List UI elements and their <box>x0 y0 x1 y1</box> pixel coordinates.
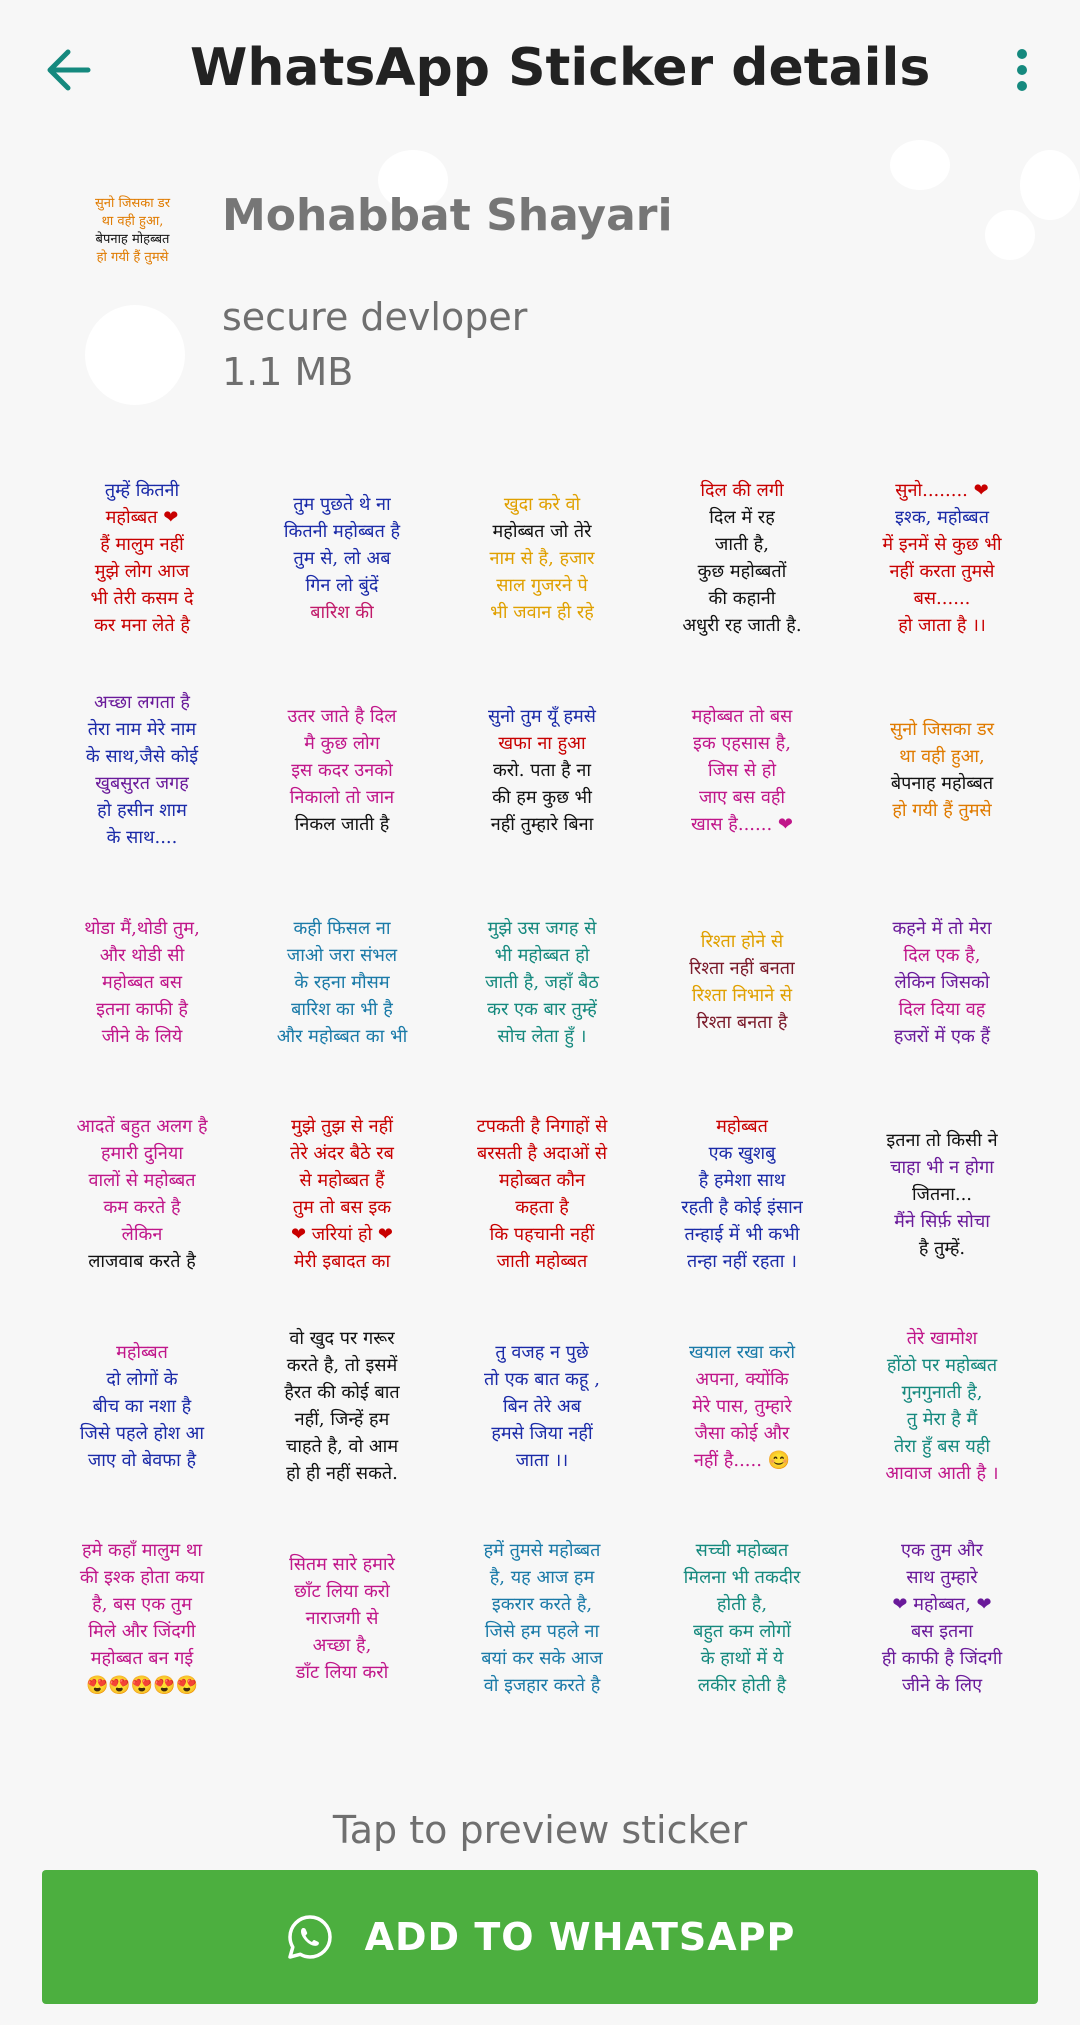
sticker-text-line: खयाल रखा करो <box>688 1341 796 1363</box>
sticker-text-line: ❤ महोब्बत, ❤ <box>892 1594 992 1615</box>
sticker-text-line: मेरी इबादत का <box>293 1251 391 1272</box>
tray-icon-line: सुनो जिसका डर <box>94 196 171 211</box>
sticker-text-line: बारिश की <box>310 601 374 623</box>
sticker-text-line: नहीं करता तुमसे <box>889 561 995 582</box>
sticker-text-line: मिले और जिंदगी <box>88 1621 196 1642</box>
sticker-10[interactable] <box>854 682 1030 858</box>
sticker-text-line: जाए वो बेवफा है <box>87 1449 197 1471</box>
sticker-15[interactable] <box>854 894 1030 1070</box>
sticker-text-line: वो खुद पर गरूर <box>289 1328 395 1349</box>
sticker-text-line: हमसे जिया नहीं <box>491 1422 593 1444</box>
sticker-text-line: चाहा भी न होगा <box>890 1156 994 1178</box>
sticker-text-line: जिस से हो <box>707 759 777 781</box>
sticker-30[interactable] <box>854 1530 1030 1706</box>
sticker-9[interactable] <box>654 682 830 858</box>
sticker-text-line: था वही हुआ, <box>899 746 985 767</box>
sticker-text-line: है, यह आज हम <box>489 1567 595 1588</box>
sticker-text-line: जाती महोब्बत <box>496 1251 588 1272</box>
sticker-6[interactable] <box>54 682 230 858</box>
tray-icon-line: बेपनाह मोहब्बत <box>95 232 170 247</box>
sticker-text-line: अधुरी रह जाती है. <box>682 615 802 636</box>
sticker-text-line: इस कदर उनको <box>291 759 393 781</box>
sticker-text-line: अच्छा है, <box>312 1634 372 1656</box>
preview-hint: Tap to preview sticker <box>332 1808 748 1852</box>
sticker-text-line: के रहना मौसम <box>294 971 390 993</box>
sticker-7[interactable] <box>254 682 430 858</box>
sticker-text-line: कर एक बार तुम्हें <box>487 998 597 1020</box>
sticker-text-line: थोडा मैं,थोडी तुम, <box>84 917 200 939</box>
sticker-text-line: खास है...... ❤ <box>691 813 793 835</box>
sticker-text-line: कुछ महोब्बतों <box>697 561 787 582</box>
sticker-text-line: सच्ची महोब्बत <box>695 1540 789 1561</box>
decorative-circle <box>1020 150 1080 220</box>
sticker-text-line: दिल दिया वह <box>898 998 986 1020</box>
sticker-text-line: और महोब्बत का भी <box>276 1025 408 1047</box>
sticker-text-line: खुदा करे वो <box>503 493 581 515</box>
sticker-text-line: निकालो तो जान <box>289 786 395 808</box>
sticker-text-line: मेरे पास, तुम्हारे <box>692 1395 792 1417</box>
sticker-text-line: है हमेशा साथ <box>698 1170 786 1191</box>
sticker-text-line: हमारी दुनिया <box>100 1143 184 1164</box>
sticker-text-line: जिसे पहले होश आ <box>79 1422 205 1444</box>
sticker-text-line: तेरा हुँ बस यही <box>893 1436 991 1457</box>
sticker-24[interactable] <box>654 1318 830 1494</box>
sticker-text-line: दो लोगों के <box>106 1368 178 1390</box>
sticker-text-line: महोब्बत कौन <box>498 1170 586 1191</box>
pack-name: Mohabbat Shayari <box>222 190 673 241</box>
sticker-22[interactable] <box>254 1318 430 1494</box>
sticker-text-line: की इश्क होता कया <box>79 1567 205 1588</box>
sticker-text-line: वालों से महोब्बत <box>88 1170 196 1191</box>
whatsapp-icon <box>285 1912 335 1962</box>
sticker-27[interactable] <box>254 1530 430 1706</box>
sticker-text-line: नाम से है, हजार <box>489 547 595 569</box>
sticker-text-line: बरसती है अदाओं से <box>477 1143 607 1164</box>
sticker-8[interactable] <box>454 682 630 858</box>
sticker-text-line: उतर जाते है दिल <box>287 705 397 727</box>
sticker-text-line: आदतें बहुत अलग है <box>76 1116 208 1137</box>
sticker-text-line: महोब्बत तो बस <box>691 705 793 727</box>
sticker-text-line: भी जवान ही रहे <box>490 601 594 623</box>
sticker-text-line: और थोडी सी <box>99 944 185 966</box>
sticker-text-line: महोब्बत बन गई <box>90 1648 194 1669</box>
sticker-text-line: इकरार करते है, <box>491 1594 593 1615</box>
sticker-text-line: कर मना लेते है <box>94 615 190 636</box>
sticker-text-line: जाती है, <box>715 534 769 555</box>
sticker-text-line: हो हसीन शाम <box>97 800 187 821</box>
sticker-text-line: कहता है <box>515 1197 569 1218</box>
sticker-2[interactable] <box>254 470 430 646</box>
sticker-text-line: कम करते है <box>103 1197 181 1218</box>
decorative-circle <box>890 140 950 190</box>
sticker-text-line: दिल की लगी <box>700 480 784 501</box>
sticker-text-line: डाँट लिया करो <box>295 1661 389 1683</box>
sticker-17[interactable] <box>254 1106 430 1282</box>
sticker-text-line: कि पहचानी नहीं <box>489 1224 595 1245</box>
sticker-text-line: रिश्ता निभाने से <box>691 985 793 1006</box>
sticker-text-line: अच्छा लगता है <box>94 692 190 713</box>
sticker-text-line: महोब्बत <box>716 1116 768 1137</box>
sticker-text-line: तेरे खामोश <box>906 1328 978 1349</box>
sticker-text-line: सुनो........ ❤ <box>895 480 989 501</box>
more-vertical-icon <box>1000 40 1044 100</box>
add-to-whatsapp-label: ADD TO WHATSAPP <box>364 1915 796 1959</box>
page-title: WhatsApp Sticker details <box>190 38 931 98</box>
sticker-text-line: नहीं, जिन्हें हम <box>294 1409 390 1430</box>
sticker-text-line: करो. पता है ना <box>492 759 592 781</box>
sticker-text-line: तु वजह न पुछे <box>495 1341 589 1363</box>
sticker-text-line: जाओ जरा संभल <box>286 944 398 966</box>
sticker-4[interactable] <box>654 470 830 646</box>
sticker-text-line: महोब्बत <box>116 1341 168 1363</box>
add-to-whatsapp-button[interactable] <box>42 1870 1038 2004</box>
sticker-text-line: कितनी महोब्बत है <box>283 520 401 542</box>
sticker-text-line: महोब्बत जो तेरे <box>492 520 592 542</box>
sticker-text-line: लेकिन <box>121 1224 163 1245</box>
sticker-text-line: साल गुजरने पे <box>496 574 588 596</box>
sticker-text-line: गुनगुनाती है, <box>901 1382 983 1403</box>
sticker-text-line: गिन लो बुंदें <box>305 574 379 596</box>
sticker-text-line: की कहानी <box>708 588 776 609</box>
sticker-text-line: जीने के लिए <box>901 1675 983 1696</box>
sticker-text-line: मिलना भी तकदीर <box>683 1567 801 1588</box>
sticker-text-line: सुनो तुम यूँ हमसे <box>488 705 596 727</box>
sticker-5[interactable] <box>854 470 1030 646</box>
sticker-text-line: कहने में तो मेरा <box>892 917 992 939</box>
sticker-text-line: हैरत की कोई बात <box>284 1382 400 1403</box>
sticker-text-line: बारिश का भी है <box>291 998 393 1020</box>
sticker-grid <box>54 470 1030 1706</box>
tray-icon-line: था वही हुआ, <box>101 214 164 229</box>
sticker-text-line: जाए बस वही <box>698 786 786 808</box>
sticker-text-line: बीच का नशा है <box>92 1395 192 1417</box>
sticker-text-line: के साथ.... <box>106 827 178 848</box>
sticker-20[interactable] <box>854 1106 1030 1282</box>
sticker-25[interactable] <box>854 1318 1030 1494</box>
sticker-text-line: हो ही नहीं सकते. <box>286 1463 398 1484</box>
sticker-text-line: आवाज आती है । <box>885 1463 999 1484</box>
sticker-text-line: महोब्बत बस <box>101 971 183 993</box>
sticker-text-line: सोच लेता हुँ । <box>497 1025 587 1047</box>
sticker-16[interactable] <box>54 1106 230 1282</box>
sticker-text-line: बहुत कम लोगों <box>693 1621 791 1642</box>
sticker-text-line: एक खुशबु <box>708 1143 776 1164</box>
sticker-text-line: इक एहसास है, <box>693 732 791 754</box>
sticker-text-line: हैं मालुम नहीं <box>100 534 184 555</box>
decorative-circle <box>985 210 1035 260</box>
sticker-11[interactable] <box>54 894 230 1070</box>
sticker-text-line: रिश्ता नहीं बनता <box>689 958 795 979</box>
sticker-text-line: इतना काफी है <box>96 998 188 1020</box>
sticker-text-line: लाजवाब करते है <box>88 1251 196 1272</box>
sticker-text-line: रिश्ता बनता है <box>696 1012 788 1033</box>
sticker-text-line: में इनमें से कुछ भी <box>882 534 1002 555</box>
sticker-21[interactable] <box>54 1318 230 1494</box>
sticker-23[interactable] <box>454 1318 630 1494</box>
sticker-text-line: ही काफी है जिंदगी <box>881 1648 1003 1669</box>
sticker-text-line: तुम से, लो अब <box>293 547 391 569</box>
back-button[interactable] <box>40 40 110 100</box>
sticker-text-line: तु मेरा है मैं <box>906 1409 978 1430</box>
sticker-text-line: खफा ना हुआ <box>498 732 586 754</box>
sticker-text-line: वो इजहार करते है <box>483 1675 601 1696</box>
sticker-text-line: तन्हा नहीं रहता । <box>687 1251 797 1272</box>
sticker-text-line: साथ तुम्हारे <box>906 1567 978 1588</box>
pack-size: 1.1 MB <box>222 350 354 394</box>
overflow-menu-button[interactable] <box>1000 40 1050 100</box>
sticker-12[interactable] <box>254 894 430 1070</box>
sticker-1[interactable] <box>54 470 230 646</box>
sticker-text-line: जाती है, जहाँ बैठ <box>485 971 599 993</box>
sticker-text-line: है, बस एक तुम <box>92 1594 192 1615</box>
sticker-text-line: से महोब्बत हैं <box>299 1170 385 1191</box>
sticker-text-line: जिसे हम पहले ना <box>484 1621 600 1642</box>
sticker-text-line: चाहते है, वो आम <box>285 1436 399 1457</box>
sticker-text-line: खुबसुरत जगह <box>95 773 189 794</box>
sticker-text-line: जीने के लिये <box>101 1025 183 1047</box>
sticker-text-line: नाराजगी से <box>305 1607 379 1629</box>
sticker-text-line: अपना, क्योंकि <box>695 1368 789 1390</box>
sticker-text-line: होंठो पर महोब्बत <box>886 1355 998 1376</box>
sticker-19[interactable] <box>654 1106 830 1282</box>
sticker-text-line: जितना... <box>911 1183 973 1205</box>
sticker-text-line: तन्हाई में भी कभी <box>684 1224 800 1245</box>
sticker-26[interactable] <box>54 1530 230 1706</box>
pack-tray-icon <box>80 195 185 280</box>
sticker-text-line: हमें तुमसे महोब्बत <box>483 1540 601 1561</box>
sticker-text-line: है तुम्हें. <box>918 1237 966 1259</box>
app-bar <box>0 0 1080 145</box>
sticker-text-line: कही फिसल ना <box>293 917 391 939</box>
sticker-text-line: हजरों में एक हैं <box>893 1025 991 1047</box>
sticker-13[interactable] <box>454 894 630 1070</box>
sticker-text-line: बस...... <box>913 588 971 609</box>
sticker-text-line: सुनो जिसका डर <box>890 719 994 740</box>
sticker-text-line: तुम्हें कितनी <box>104 480 180 501</box>
sticker-text-line: बेपनाह महोब्बत <box>890 773 994 794</box>
sticker-text-line: सितम सारे हमारे <box>289 1553 395 1575</box>
sticker-text-line: मुझे तुझ से नहीं <box>291 1116 393 1137</box>
sticker-text-line: एक तुम और <box>900 1540 984 1561</box>
sticker-text-line: हो जाता है ।। <box>898 615 986 636</box>
sticker-text-line: 😍😍😍😍😍 <box>85 1675 199 1696</box>
decorative-circle <box>85 305 185 405</box>
sticker-text-line: इश्क, महोब्बत <box>895 507 989 528</box>
sticker-text-line: भी महोब्बत हो <box>494 944 590 966</box>
sticker-text-line: दिल एक है, <box>903 944 981 966</box>
sticker-text-line: तुम तो बस इक <box>292 1197 392 1218</box>
sticker-text-line: हमे कहाँ मालुम था <box>81 1540 203 1561</box>
sticker-text-line: के साथ,जैसे कोई <box>85 746 199 767</box>
sticker-3[interactable] <box>454 470 630 646</box>
sticker-text-line: बयां कर सके आज <box>481 1648 603 1669</box>
sticker-18[interactable] <box>454 1106 630 1282</box>
sticker-text-line: छाँट लिया करो <box>294 1580 390 1602</box>
sticker-text-line: के हाथों में ये <box>700 1648 784 1669</box>
sticker-28[interactable] <box>454 1530 630 1706</box>
arrow-left-icon <box>40 40 100 100</box>
sticker-text-line: तो एक बात कहू , <box>484 1368 600 1390</box>
sticker-text-line: मुझे उस जगह से <box>487 917 597 939</box>
sticker-14[interactable] <box>654 894 830 1070</box>
sticker-text-line: टपकती है निगाहों से <box>476 1116 608 1137</box>
sticker-text-line: होती है, <box>716 1594 768 1615</box>
sticker-text-line: रहती है कोई इंसान <box>681 1197 803 1218</box>
sticker-text-line: मैंने सिर्फ़ सोचा <box>894 1210 990 1232</box>
sticker-text-line: महोब्बत ❤ <box>105 507 179 528</box>
pack-publisher: secure devloper <box>222 295 528 339</box>
sticker-text-line: तुम पुछते थे ना <box>293 493 391 515</box>
sticker-text-line: लकीर होती है <box>697 1675 787 1696</box>
sticker-text-line: नहीं है..... 😊 <box>693 1449 791 1471</box>
sticker-text-line: मुझे लोग आज <box>94 561 190 582</box>
sticker-text-line: मै कुछ लोग <box>304 732 380 754</box>
sticker-text-line: बिन तेरे अब <box>502 1395 582 1417</box>
sticker-text-line: दिल में रह <box>709 507 775 528</box>
sticker-text-line: तेरा नाम मेरे नाम <box>87 719 197 740</box>
sticker-text-line: बस इतना <box>911 1621 973 1642</box>
sticker-text-line: निकल जाती है <box>294 813 390 835</box>
sticker-text-line: लेकिन जिसको <box>894 971 990 993</box>
sticker-text-line: ❤ जरियां हो ❤ <box>290 1224 394 1245</box>
tray-icon-line: हो गयी हैं तुमसे <box>96 250 169 265</box>
sticker-text-line: रिश्ता होने से <box>700 931 784 952</box>
sticker-text-line: जैसा कोई और <box>694 1422 790 1444</box>
sticker-text-line: करते है, तो इसमें <box>286 1355 398 1376</box>
sticker-text-line: जाता ।। <box>515 1449 569 1471</box>
sticker-text-line: इतना तो किसी ने <box>886 1129 998 1151</box>
sticker-text-line: हो गयी हैं तुमसे <box>892 800 992 821</box>
sticker-text-line: भी तेरी कसम दे <box>90 588 194 609</box>
sticker-text-line: की हम कुछ भी <box>492 786 592 808</box>
sticker-text-line: तेरे अंदर बैठे रब <box>290 1143 394 1164</box>
sticker-text-line: नहीं तुम्हारे बिना <box>490 813 594 835</box>
sticker-29[interactable] <box>654 1530 830 1706</box>
